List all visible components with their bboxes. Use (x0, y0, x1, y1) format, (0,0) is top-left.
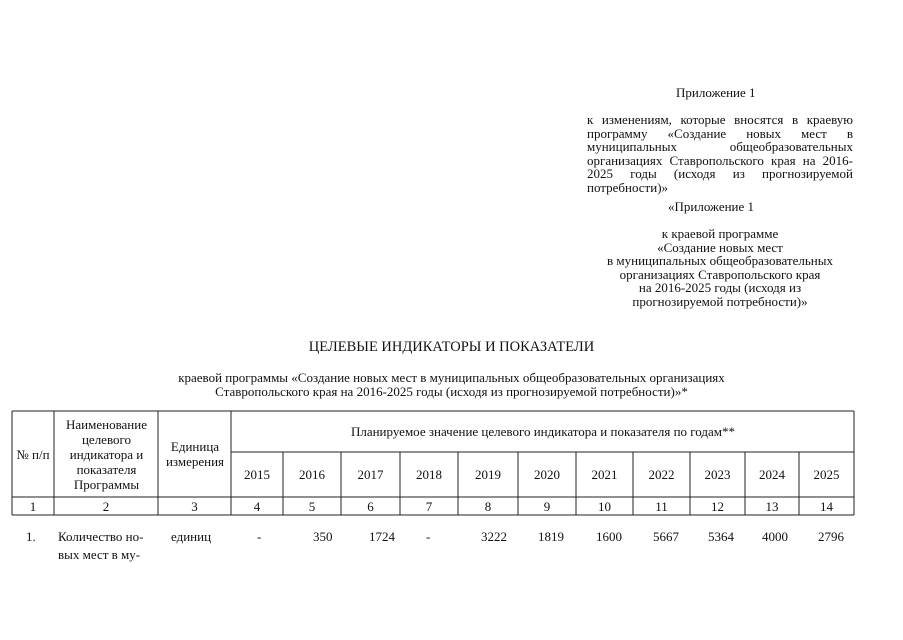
header-col-unit: Единица измерения (165, 439, 225, 469)
row-value: 5667 (653, 529, 679, 544)
column-number: 8 (484, 498, 492, 514)
row-name-line: Количество но- (58, 529, 144, 544)
row-value: 1600 (596, 529, 622, 544)
row-value: 350 (313, 529, 333, 544)
column-number: 1 (29, 498, 37, 514)
row-value: 4000 (762, 529, 788, 544)
year-header: 2020 (534, 467, 560, 482)
year-header: 2023 (704, 467, 731, 482)
appendix-title-2: «Приложение 1 (668, 199, 755, 214)
year-header: 2024 (759, 467, 785, 482)
appendix-title: Приложение 1 (676, 85, 756, 100)
row-value: 3222 (481, 529, 507, 544)
row-number: 1. (26, 529, 36, 544)
row-unit: единиц (171, 529, 212, 544)
program-reference-line: «Создание новых мест (657, 239, 783, 255)
year-header: 2025 (813, 467, 840, 482)
column-number: 3 (191, 498, 198, 514)
program-reference-line: к краевой программе (661, 226, 779, 241)
column-number: 13 (765, 498, 779, 514)
row-value: 1724 (369, 529, 395, 544)
column-number: 6 (367, 498, 374, 514)
header-col-name: Наименование целевого индикатора и показателя Программы (66, 416, 147, 492)
row-name-line: вых мест в му- (58, 547, 141, 562)
year-header: 2018 (416, 467, 442, 482)
program-reference-line: на 2016-2025 годы (исходя из (638, 280, 802, 295)
column-number: 5 (308, 498, 316, 514)
column-number: 12 (711, 498, 724, 514)
year-header: 2022 (648, 467, 675, 482)
header-col-number: № п/п (16, 446, 50, 462)
document-subtitle (0, 371, 903, 398)
header-col-planned: Планируемое значение целевого индикатора и показателя по годам** (350, 424, 736, 439)
program-reference (585, 227, 855, 308)
year-header: 2019 (475, 467, 501, 482)
row-value: 2796 (818, 529, 844, 544)
year-header: 2021 (591, 467, 618, 482)
column-number: 14 (820, 498, 833, 514)
column-number: 10 (598, 498, 611, 514)
year-header: 2015 (244, 467, 270, 482)
row-value: 5364 (708, 529, 734, 544)
program-reference-line: в муниципальных общеобразовательных (607, 253, 833, 268)
amendment-text: к изменениям, которые вносятся в краевую программу «Создание новых мест в муниципальных общеобразовательных организациях Ставропольского края на 2016-2025 годы (исходя из прогнозируемой потребности)» (587, 112, 853, 195)
document-subtitle-line: Ставропольского края на 2016-2025 годы (исходя из прогнозируемой потребности)»* (215, 383, 688, 399)
row-value: - (426, 529, 431, 544)
document-subtitle-line: краевой программы «Создание новых мест в муниципальных общеобразовательных организациях (178, 370, 725, 385)
column-number: 9 (543, 498, 551, 514)
program-reference-line: прогнозируемой потребности)» (632, 293, 808, 309)
row-value: - (257, 529, 262, 544)
column-number: 4 (253, 498, 261, 514)
column-number: 7 (425, 498, 433, 514)
document-title: ЦЕЛЕВЫЕ ИНДИКАТОРЫ И ПОКАЗАТЕЛИ (308, 339, 595, 355)
column-number: 2 (102, 498, 110, 514)
column-number: 11 (655, 498, 668, 514)
row-value: 1819 (538, 529, 564, 544)
year-header: 2017 (357, 467, 384, 482)
program-reference-line: организациях Ставропольского края (619, 266, 821, 282)
year-header: 2016 (299, 467, 325, 482)
